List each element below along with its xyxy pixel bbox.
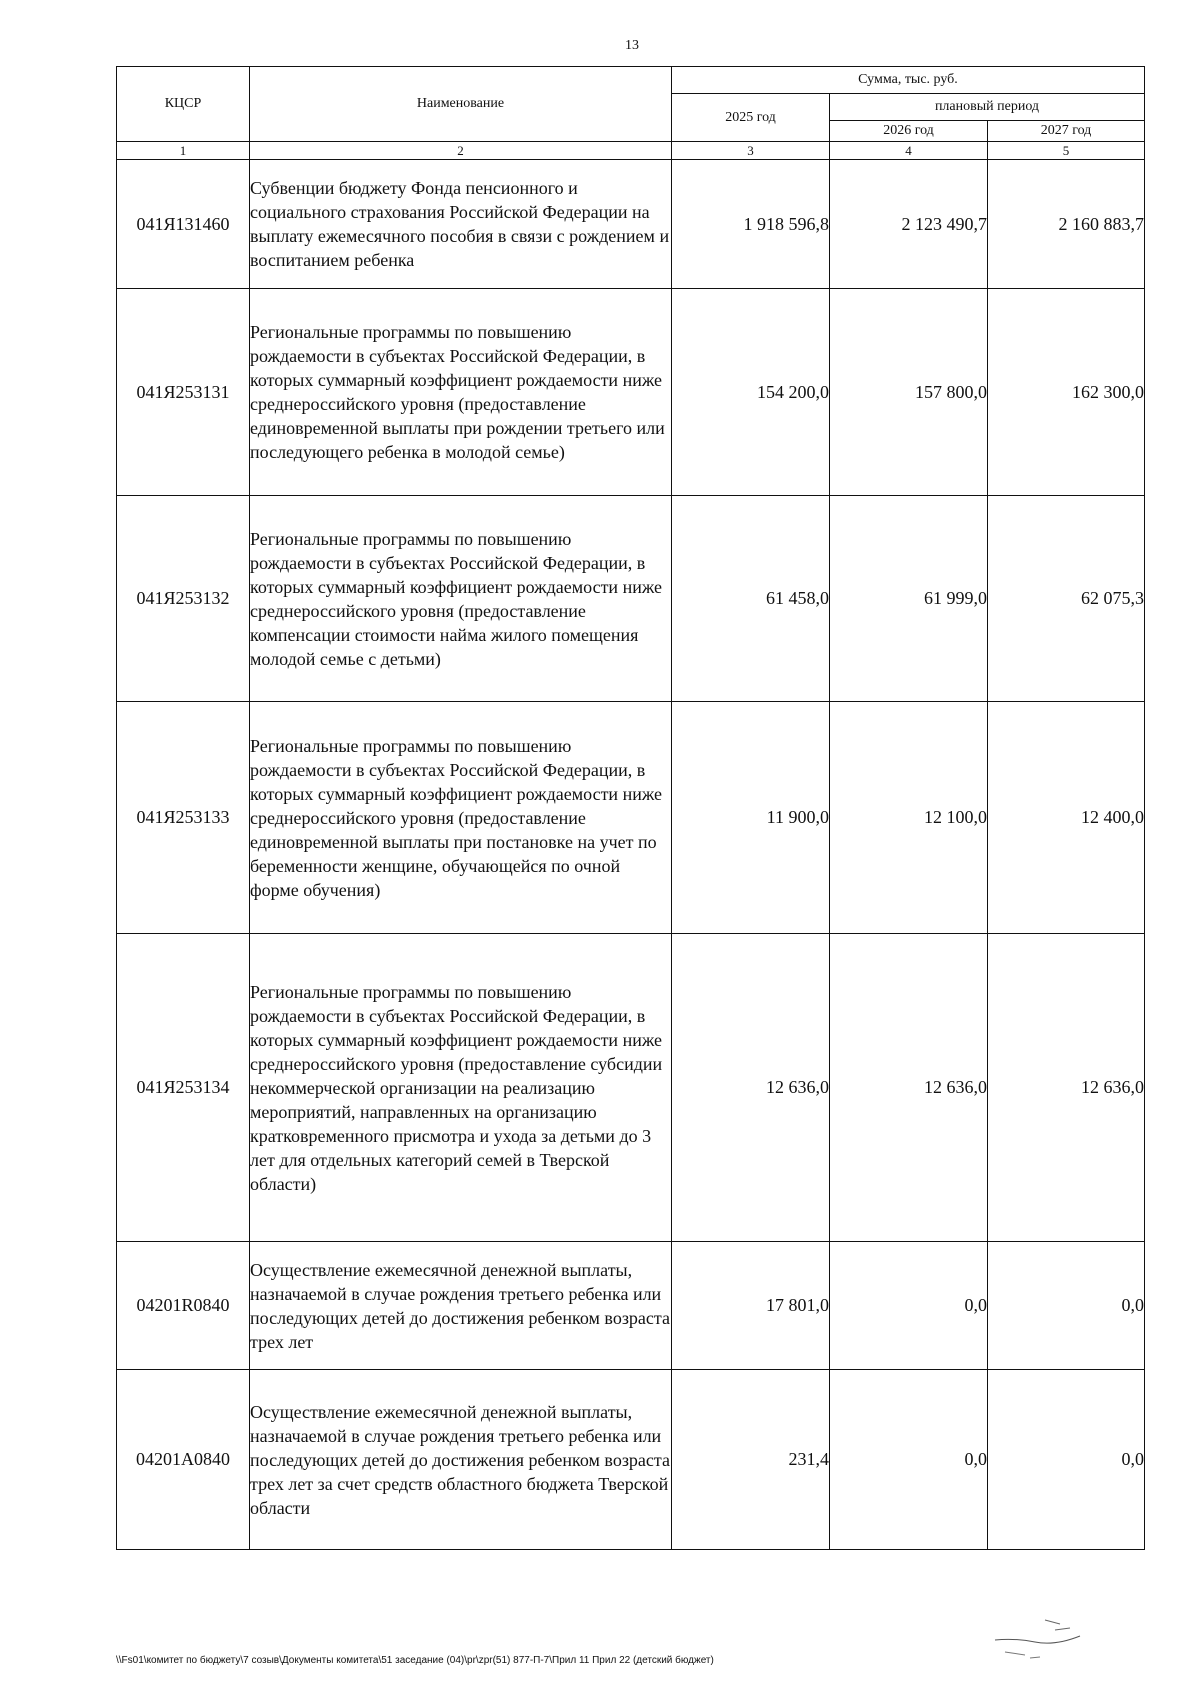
- signature-mark: [985, 1610, 1095, 1670]
- budget-table: [116, 66, 1145, 1550]
- row-amount-2025: 231,4: [672, 1370, 830, 1550]
- row-code: 04201R0840: [117, 1242, 250, 1370]
- row-code: 041Я131460: [117, 160, 250, 289]
- header-code: КЦСР: [117, 67, 250, 142]
- row-code: 041Я253134: [117, 934, 250, 1242]
- column-number: 3: [672, 142, 830, 160]
- row-amount-2026: 0,0: [830, 1242, 988, 1370]
- row-amount-2027: 162 300,0: [988, 289, 1145, 496]
- header-amount-group: Сумма, тыс. руб.: [672, 67, 1145, 94]
- row-amount-2026: 12 636,0: [830, 934, 988, 1242]
- table-row: [117, 160, 1145, 289]
- row-code: 041Я253132: [117, 496, 250, 702]
- page-number: 13: [625, 38, 639, 53]
- row-amount-2025: 11 900,0: [672, 702, 830, 934]
- row-amount-2025: 1 918 596,8: [672, 160, 830, 289]
- row-name: Региональные программы по повышению рождаемости в субъектах Российской Федерации, в которых суммарный коэффициент рождаемости ниже среднероссийского уровня (предоставление субсидии некоммерческой организации на реализацию мероприятий, направленных на организацию кратковременного присмотра и ухода за детьми до 3 лет для отдельных категорий семей в Тверской области): [250, 934, 672, 1242]
- row-name: Субвенции бюджету Фонда пенсионного и социального страхования Российской Федерации на выплату ежемесячного пособия в связи с рождением и воспитанием ребенка: [250, 160, 672, 289]
- row-amount-2026: 12 100,0: [830, 702, 988, 934]
- column-number: 1: [117, 142, 250, 160]
- row-name: Осуществление ежемесячной денежной выплаты, назначаемой в случае рождения третьего ребенка или последующих детей до достижения ребенком возраста трех лет: [250, 1242, 672, 1370]
- table-row: [117, 289, 1145, 496]
- header-year-2026: 2026 год: [830, 121, 988, 142]
- row-name: Региональные программы по повышению рождаемости в субъектах Российской Федерации, в которых суммарный коэффициент рождаемости ниже среднероссийского уровня (предоставление единовременной выплаты при рождении третьего или последующего ребенка в молодой семье): [250, 289, 672, 496]
- row-amount-2026: 157 800,0: [830, 289, 988, 496]
- row-amount-2026: 2 123 490,7: [830, 160, 988, 289]
- column-number: 5: [988, 142, 1145, 160]
- row-amount-2025: 12 636,0: [672, 934, 830, 1242]
- table-row: [117, 1242, 1145, 1370]
- row-amount-2026: 61 999,0: [830, 496, 988, 702]
- header-year-2027: 2027 год: [988, 121, 1145, 142]
- row-amount-2027: 12 400,0: [988, 702, 1145, 934]
- row-amount-2027: 0,0: [988, 1242, 1145, 1370]
- row-amount-2027: 62 075,3: [988, 496, 1145, 702]
- row-amount-2027: 0,0: [988, 1370, 1145, 1550]
- row-code: 04201A0840: [117, 1370, 250, 1550]
- table-row: [117, 1370, 1145, 1550]
- table-row: [117, 496, 1145, 702]
- row-code: 041Я253133: [117, 702, 250, 934]
- row-amount-2027: 2 160 883,7: [988, 160, 1145, 289]
- header-year-2025: 2025 год: [672, 94, 830, 142]
- row-code: 041Я253131: [117, 289, 250, 496]
- table-row: [117, 702, 1145, 934]
- row-amount-2025: 17 801,0: [672, 1242, 830, 1370]
- table-row: [117, 934, 1145, 1242]
- row-name: Осуществление ежемесячной денежной выплаты, назначаемой в случае рождения третьего ребенка или последующих детей до достижения ребенком возраста трех лет за счет средств областного бюджета Тверской области: [250, 1370, 672, 1550]
- row-amount-2025: 61 458,0: [672, 496, 830, 702]
- row-name: Региональные программы по повышению рождаемости в субъектах Российской Федерации, в которых суммарный коэффициент рождаемости ниже среднероссийского уровня (предоставление единовременной выплаты при постановке на учет по беременности женщине, обучающейся по очной форме обучения): [250, 702, 672, 934]
- row-amount-2026: 0,0: [830, 1370, 988, 1550]
- row-amount-2027: 12 636,0: [988, 934, 1145, 1242]
- footer-file-path: \\Fs01\комитет по бюджету\7 созыв\Документы комитета\51 заседание (04)\pr\zpr(51) 877-П-7\Прил 11 Прил 22 (детский бюджет): [116, 1655, 714, 1666]
- column-number: 4: [830, 142, 988, 160]
- row-name: Региональные программы по повышению рождаемости в субъектах Российской Федерации, в которых суммарный коэффициент рождаемости ниже среднероссийского уровня (предоставление компенсации стоимости найма жилого помещения молодой семье с детьми): [250, 496, 672, 702]
- column-number: 2: [250, 142, 672, 160]
- header-planned-period: плановый период: [830, 94, 1145, 121]
- row-amount-2025: 154 200,0: [672, 289, 830, 496]
- header-name: Наименование: [250, 67, 672, 142]
